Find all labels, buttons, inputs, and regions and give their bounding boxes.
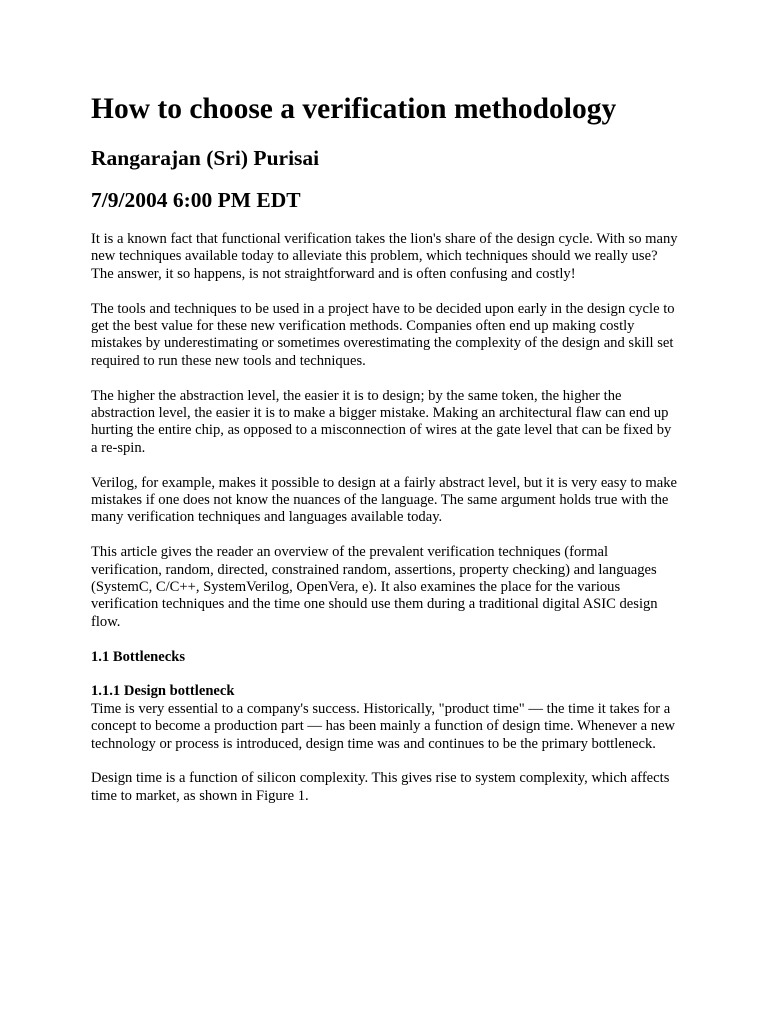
article-author: Rangarajan (Sri) Purisai xyxy=(91,146,320,170)
article-body xyxy=(91,231,681,823)
paragraph-design-time: Design time is a function of silicon complexity. This gives rise to system complexity, which affects time to market, as shown in Figure 1. xyxy=(91,770,670,804)
paragraph-time: Time is very essential to a company's success. Historically, "product time" — the time it takes for a concept to become a production part — has been mainly a function of design time. Whenever a new technology or process is introduced, design time was and continues to be the primary bottleneck. xyxy=(91,700,676,752)
paragraph-overview: This article gives the reader an overview of the prevalent verification techniques (formal verification, random, directed, constrained random, assertions, property checking) and languages (SystemC, C/C++, SystemVerilog, OpenVera, e). It also examines the place for the various verification techniques and the time one should use them during a traditional digital ASIC design flow. xyxy=(91,544,658,630)
article-title: How to choose a verification methodology xyxy=(91,93,617,125)
section-heading-bottlenecks: 1.1 Bottlenecks xyxy=(91,648,186,665)
paragraph-intro: It is a known fact that functional verification takes the lion's share of the design cycle. With so many new techniques available today to alleviate this problem, which techniques should we really use? The answer, it so happens, is not straightforward and is often confusing and costly! xyxy=(91,231,678,282)
paragraph-tools: The tools and techniques to be used in a project have to be decided upon early in the design cycle to get the best value for these new verification methods. Companies often end up making costly mistakes by underestimating or sometimes overestimating the complexity of the design and skill set required to run these new tools and techniques. xyxy=(91,300,675,369)
paragraph-verilog: Verilog, for example, makes it possible to design at a fairly abstract level, but it is very easy to make mistakes if one does not know the nuances of the language. The same argument holds true with the many verification techniques and languages available today. xyxy=(91,474,678,526)
article-date: 7/9/2004 6:00 PM EDT xyxy=(91,188,301,212)
subsection-heading-design-bottleneck: 1.1.1 Design bottleneck xyxy=(91,683,235,700)
paragraph-abstraction: The higher the abstraction level, the easier it is to design; by the same token, the higher the abstraction level, the easier it is to make a bigger mistake. Making an architectural flaw can end up hurting the entire chip, as opposed to a misconnection of wires at the gate level that can be fixed by a re-spin. xyxy=(91,387,672,456)
